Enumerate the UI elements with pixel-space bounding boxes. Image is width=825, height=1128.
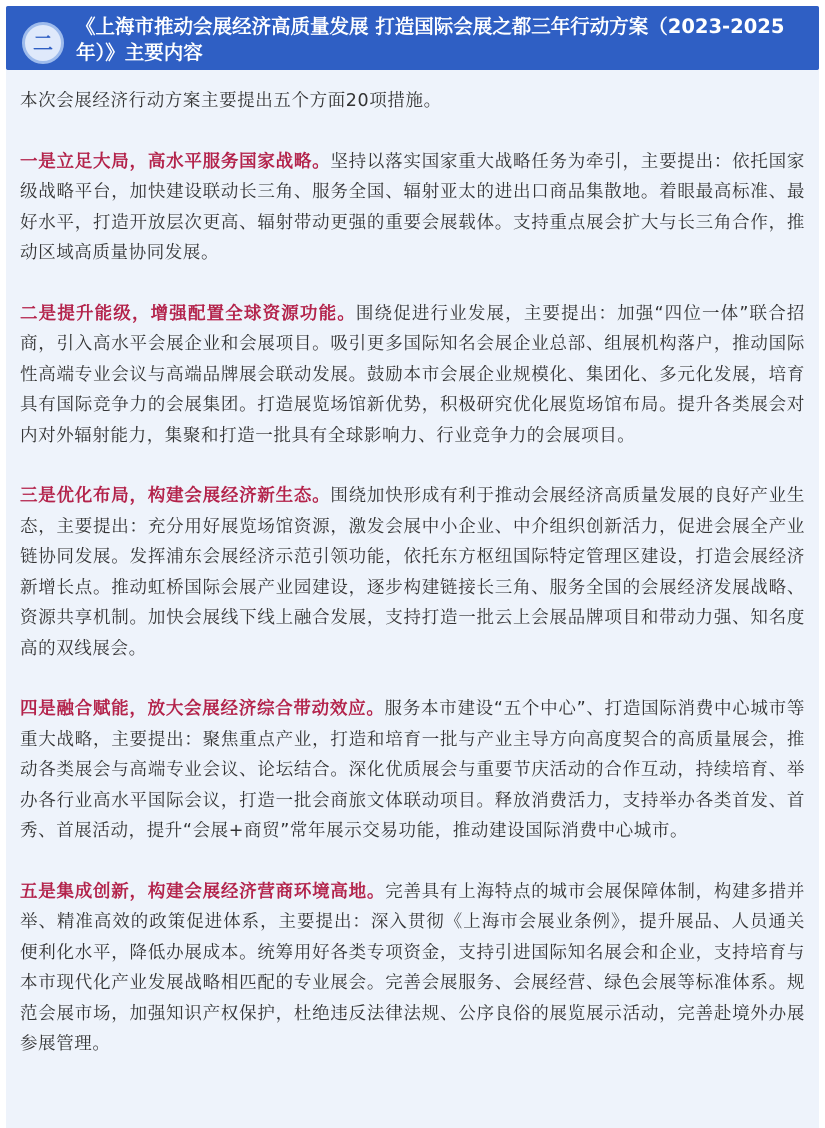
measure-paragraph-3 (20, 481, 805, 664)
measure-paragraph-4 (20, 694, 805, 847)
intro-paragraph: 本次会展经济行动方案主要提出五个方面20项措施。 (20, 91, 442, 111)
section-header (6, 6, 819, 70)
measure-heading: 一是立足大局，高水平服务国家战略。 (20, 151, 331, 172)
measure-heading: 三是优化布局，构建会展经济新生态。 (20, 486, 331, 506)
measure-text: 完善具有上海特点的城市会展保障体制，构建多措并举、精准高效的政策促进体系，主要提出：深入贯彻《上海市会展业条例》，提升展品、人员通关便利化水平，降低办展成本。统筹用好各类专项资金，支持引进国际知名展会和企业，支持培育与本市现代化产业发展战略相匹配的专业展会。完善会展服务、会展经营、绿色会展等标准体系。规范会展市场，加强知识产权保护，杜绝违反法律法规、公序良俗的展览展示活动，完善赴境外办展参展管理。 (20, 881, 805, 1054)
measure-paragraph-5 (20, 877, 805, 1060)
measure-heading: 五是集成创新，构建会展经济营商环境高地。 (20, 881, 386, 902)
measure-heading: 二是提升能级，增强配置全球资源功能。 (20, 303, 356, 324)
measure-heading: 四是融合赋能，放大会展经济综合带动效应。 (20, 699, 385, 719)
section-title: 《上海市推动会展经济高质量发展 打造国际会展之都三年行动方案（2023-2025年）》主要内容 (76, 15, 785, 64)
article-body (6, 70, 819, 1128)
measure-text: 围绕加快形成有利于推动会展经济高质量发展的良好产业生态，主要提出：充分用好展览场馆资源，激发会展中小企业、中介组织创新活力，促进会展全产业链协同发展。发挥浦东会展经济示范引领功能，依托东方枢纽国际特定管理区建设，打造会展经济新增长点。推动虹桥国际会展产业园建设，逐步构建链接长三角、服务全国的会展经济发展战略、资源共享机制。加快会展线下线上融合发展，支持打造一批云上会展品牌项目和带动力强、知名度高的双线展会。 (20, 486, 805, 659)
measure-text: 服务本市建设“五个中心”、打造国际消费中心城市等重大战略，主要提出：聚焦重点产业，打造和培育一批与产业主导方向高度契合的高质量展会，推动各类展会与高端专业会议、论坛结合。深化优质展会与重要节庆活动的合作互动，持续培育、举办各行业高水平国际会议，打造一批会商旅文体联动项目。释放消费活力，支持举办各类首发、首秀、首展活动，提升“会展+商贸”常年展示交易功能，推动建设国际消费中心城市。 (20, 699, 806, 841)
measure-paragraph-1 (20, 147, 805, 269)
measure-text: 围绕促进行业发展，主要提出：加强“四位一体”联合招商，引入高水平会展企业和会展项目。吸引更多国际知名会展企业总部、组展机构落户，推动国际性高端专业会议与高端品牌展会联动发展。鼓励本市会展企业规模化、集团化、多元化发展，培育具有国际竞争力的会展集团。打造展览场馆新优势，积极研究优化展览场馆布局。提升各类展会对内对外辐射能力，集聚和打造一批具有全球影响力、行业竞争力的会展项目。 (20, 303, 805, 446)
section-number-label: 二 (33, 31, 53, 55)
measure-paragraph-2 (20, 299, 805, 452)
section-number-badge (22, 22, 64, 64)
measure-text: 坚持以落实国家重大战略任务为牵引，主要提出：依托国家级战略平台，加快建设联动长三角、服务全国、辐射亚太的进出口商品集散地。着眼最高标准、最好水平，打造开放层次更高、辐射带动更强的重要会展载体。支持重点展会扩大与长三角合作，推动区域高质量协同发展。 (20, 151, 805, 263)
